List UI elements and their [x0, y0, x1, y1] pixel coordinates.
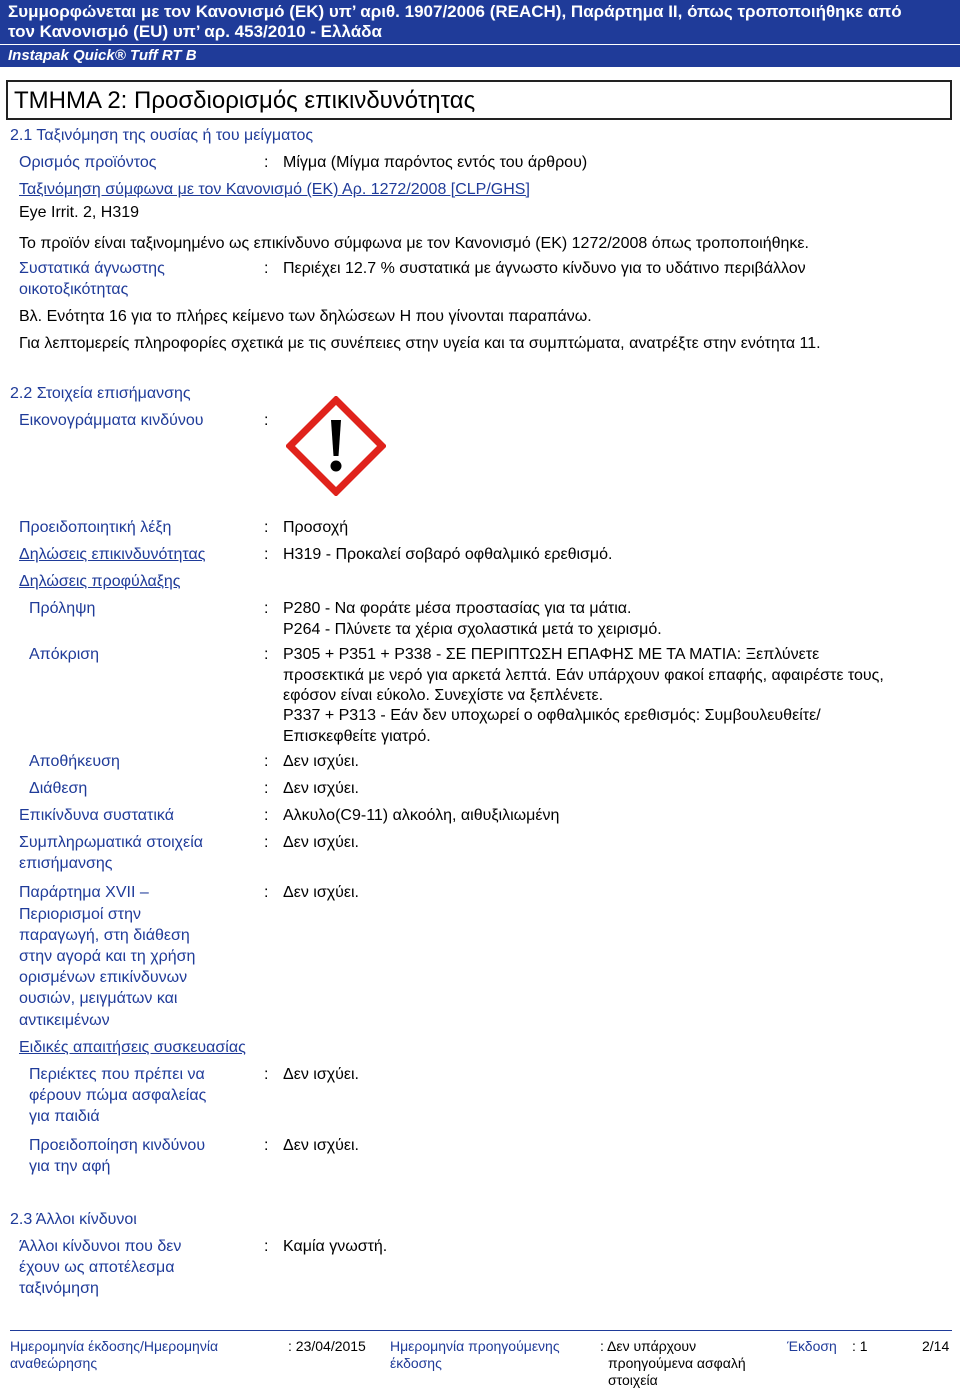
signal-word-value: Προσοχή [283, 519, 349, 536]
ghs07-exclamation-pictogram [286, 396, 386, 496]
issue-date-label-1: Ημερομηνία έκδοσης/Ημερομηνία [10, 1338, 219, 1354]
previous-issue-label-2: έκδοσης [390, 1355, 442, 1371]
colon: : [264, 753, 269, 770]
colon: : [264, 600, 269, 617]
other-hazards-value: Καμία γνωστή. [283, 1238, 388, 1255]
annex-xvii-label-4: στην αγορά και τη χρήση [19, 948, 196, 965]
previous-issue-value-2: προηγούμενα ασφαλή [608, 1355, 746, 1371]
colon: : [264, 884, 269, 901]
colon: : [264, 834, 269, 851]
colon: : [264, 1066, 269, 1083]
heading-2-2: 2.2 Στοιχεία επισήμανσης [10, 385, 191, 402]
unknown-ecotox-label-1: Συστατικά άγνωστης [19, 260, 165, 277]
pictogram-label: Εικονογράμματα κινδύνου [19, 412, 204, 429]
clp-classification-label: Ταξινόμηση σύμφωνα με τον Κανονισμό (ΕΚ) Αρ. 1272/2008 [CLP/GHS] [19, 181, 530, 198]
hazard-statements-value: H319 - Προκαλεί σοβαρό οφθαλμικό ερεθισμό. [283, 546, 613, 563]
exclamation-dot [331, 461, 342, 472]
product-definition-label: Ορισμός προϊόντος [19, 154, 157, 171]
response-value-5: Επισκεφθείτε γιατρό. [283, 728, 431, 745]
note-section-16: Βλ. Ενότητα 16 για το πλήρες κείμενο των δηλώσεων H που γίνονται παραπάνω. [19, 308, 592, 325]
prevention-value-1: P280 - Να φοράτε μέσα προστασίας για τα μάτια. [283, 600, 632, 617]
note-section-11: Για λεπτομερείς πληροφορίες σχετικά με τις συνέπειες στην υγεία και τα συμπτώματα, ανατρέξτε στην ενότητα 11. [19, 335, 821, 352]
response-value-4: P337 + P313 - Εάν δεν υποχωρεί ο οφθαλμικός ερεθισμός: Συμβουλευθείτε/ [283, 707, 821, 724]
regulation-line-2: τον Κανονισμό (EU) υπ’ αρ. 453/2010 - Ελλάδα [8, 22, 382, 41]
colon: : [264, 1238, 269, 1255]
annex-xvii-label-3: παραγωγή, στη διάθεση [19, 927, 190, 944]
other-hazards-label-1: Άλλοι κίνδυνοι που δεν [19, 1238, 182, 1255]
version-label: Έκδοση [787, 1338, 837, 1354]
supplemental-value: Δεν ισχύει. [283, 834, 359, 851]
supplemental-label-1: Συμπληρωματικά στοιχεία [19, 834, 203, 851]
supplemental-label-2: επισήμανσης [19, 855, 113, 872]
unknown-ecotox-value: Περιέχει 12.7 % συστατικά με άγνωστο κίνδυνο για το υδάτινο περιβάλλον [283, 260, 806, 277]
classification-statement: Το προϊόν είναι ταξινομημένο ως επικίνδυνο σύμφωνα με τον Κανονισμό (ΕΚ) 1272/2008 όπως τροποποιήθηκε. [19, 235, 809, 252]
colon: : [264, 646, 269, 663]
child-closure-value: Δεν ισχύει. [283, 1066, 359, 1083]
product-bar [0, 44, 960, 67]
disposal-label: Διάθεση [29, 780, 88, 797]
previous-issue-value-1: : Δεν υπάρχουν [600, 1338, 697, 1354]
other-hazards-label-2: έχουν ως αποτέλεσμα [19, 1259, 175, 1276]
regulation-line-1: Συμμορφώνεται με τον Κανονισμό (ΕΚ) υπ’ αριθ. 1907/2006 (REACH), Παράρτημα ΙΙ, όπως τροποποιήθηκε από [8, 2, 902, 21]
hazard-statements-label: Δηλώσεις επικινδυνότητας [19, 546, 206, 563]
issue-date-value: : 23/04/2015 [288, 1338, 366, 1354]
annex-xvii-label-1: Παράρτημα XVII – [19, 884, 149, 901]
colon: : [264, 412, 269, 429]
annex-xvii-label-5: ορισμένων επικίνδυνων [19, 969, 188, 986]
storage-label: Αποθήκευση [29, 753, 120, 770]
heading-2-1: 2.1 Ταξινόμηση της ουσίας ή του μείγματος [10, 127, 314, 144]
response-value-1: P305 + P351 + P338 - ΣΕ ΠΕΡΙΠΤΩΣΗ ΕΠΑΦΗΣ ΜΕ ΤΑ ΜΑΤΙΑ: Ξεπλύνετε [283, 646, 820, 663]
product-definition-value: Μίγμα (Μίγμα παρόντος εντός του άρθρου) [283, 154, 588, 171]
footer-divider [10, 1330, 952, 1331]
colon: : [264, 780, 269, 797]
previous-issue-label-1: Ημερομηνία προηγούμενης [390, 1338, 560, 1354]
product-name: Instapak Quick® Tuff RT B [8, 47, 197, 64]
signal-word-label: Προειδοποιητική λέξη [19, 519, 172, 536]
colon: : [264, 260, 269, 277]
tactile-warning-label-2: για την αφή [29, 1158, 111, 1175]
version-value: : 1 [852, 1338, 868, 1354]
issue-date-label-2: αναθεώρησης [10, 1355, 98, 1371]
unknown-ecotox-label-2: οικοτοξικότητας [19, 281, 129, 298]
clp-classification-value: Eye Irrit. 2, H319 [19, 204, 140, 221]
colon: : [264, 519, 269, 536]
prevention-value-2: P264 - Πλύνετε τα χέρια σχολαστικά μετά το χειρισμό. [283, 621, 662, 638]
child-closure-label-2: φέρουν πώμα ασφαλείας [29, 1087, 207, 1104]
disposal-value: Δεν ισχύει. [283, 780, 359, 797]
annex-xvii-label-2: Περιορισμοί στην [19, 906, 141, 923]
colon: : [264, 546, 269, 563]
tactile-warning-value: Δεν ισχύει. [283, 1137, 359, 1154]
page-number: 2/14 [922, 1338, 950, 1354]
other-hazards-label-3: ταξινόμηση [19, 1280, 99, 1297]
heading-2-3: 2.3 Άλλοι κίνδυνοι [10, 1211, 137, 1228]
child-closure-label-3: για παιδιά [29, 1108, 100, 1125]
annex-xvii-label-7: αντικειμένων [19, 1012, 110, 1029]
response-value-3: εφόσον είναι εύκολο. Συνεχίστε να ξεπλένετε. [283, 687, 604, 704]
colon: : [264, 154, 269, 171]
prevention-label: Πρόληψη [29, 600, 96, 617]
document-header [0, 0, 960, 66]
response-label: Απόκριση [29, 646, 100, 663]
section-title-box [6, 80, 952, 120]
annex-xvii-value: Δεν ισχύει. [283, 884, 359, 901]
hazardous-ingredients-value: Αλκυλο(C9-11) αλκοόλη, αιθυξιλιωμένη [283, 807, 560, 824]
precautionary-statements-label: Δηλώσεις προφύλαξης [19, 573, 181, 590]
colon: : [264, 807, 269, 824]
hazardous-ingredients-label: Επικίνδυνα συστατικά [19, 807, 174, 824]
colon: : [264, 1137, 269, 1154]
previous-issue-value-3: στοιχεία [608, 1372, 658, 1388]
storage-value: Δεν ισχύει. [283, 753, 359, 770]
packaging-requirements-heading: Ειδικές απαιτήσεις συσκευασίας [19, 1039, 246, 1056]
response-value-2: προσεκτικά με νερό για αρκετά λεπτά. Εάν υπάρχουν φακοί επαφής, αφαιρέστε τους, [283, 667, 884, 684]
annex-xvii-label-6: ουσιών, μειγμάτων και [19, 990, 178, 1007]
child-closure-label-1: Περιέκτες που πρέπει να [29, 1066, 205, 1083]
tactile-warning-label-1: Προειδοποίηση κινδύνου [29, 1137, 206, 1154]
section-title: ΤΜΗΜΑ 2: Προσδιορισμός επικινδυνότητας [14, 87, 476, 114]
